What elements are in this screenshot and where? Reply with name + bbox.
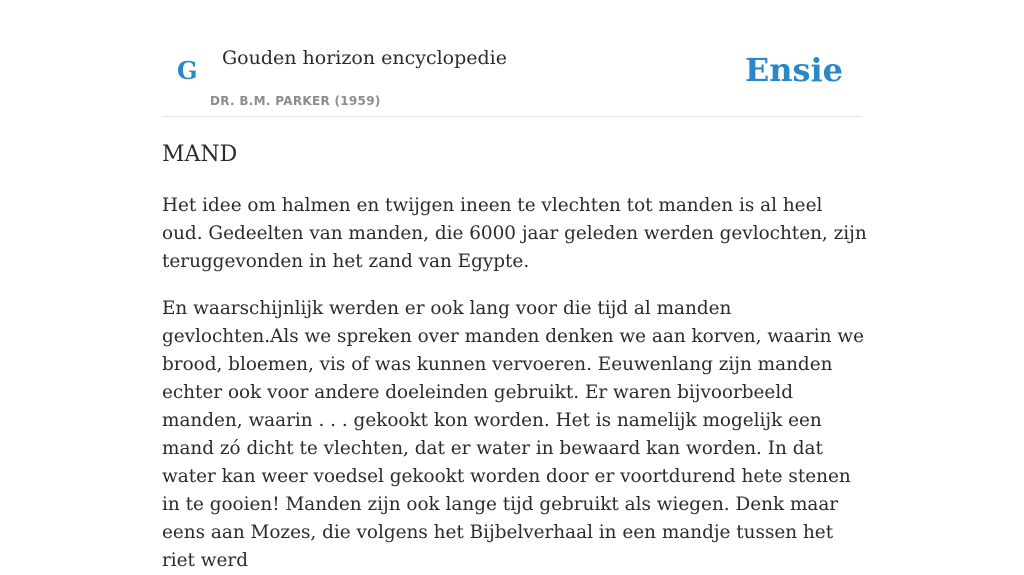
book-title[interactable]: Gouden horizon encyclopedie <box>222 47 507 69</box>
header <box>162 0 862 117</box>
book-author[interactable]: DR. B.M. PARKER (1959) <box>210 94 381 108</box>
article <box>162 140 867 575</box>
book-logo[interactable]: G <box>177 56 198 85</box>
article-paragraph: Het idee om halmen en twijgen ineen te vlechten tot manden is al heel oud. Gedeelten van manden, die 6000 jaar geleden werden gevlochten, zijn teruggevonden in het zand van Egypte. <box>162 195 867 272</box>
article-title: MAND <box>162 142 238 167</box>
article-paragraph: En waarschijnlijk werden er ook lang voor die tijd al manden gevlochten.Als we spreken over manden denken we aan korven, waarin we brood, bloemen, vis of was kunnen vervoeren. Eeuwenlang zijn manden echter ook voor andere doeleinden gebruikt. Er waren bijvoorbeeld manden, waarin . . . gekookt kon worden. Het is namelijk mogelijk een mand zó dicht te vlechten, dat er water in bewaard kan worden. In dat water kan weer voedsel gekookt worden door er voortdurend hete stenen in te gooien! Manden zijn ook lange tijd gebruikt als wiegen. Denk maar eens aan Mozes, die volgens het Bijbelverhaal in een mandje tussen het riet werd <box>162 298 864 571</box>
site-logo[interactable]: Ensie <box>744 51 843 89</box>
